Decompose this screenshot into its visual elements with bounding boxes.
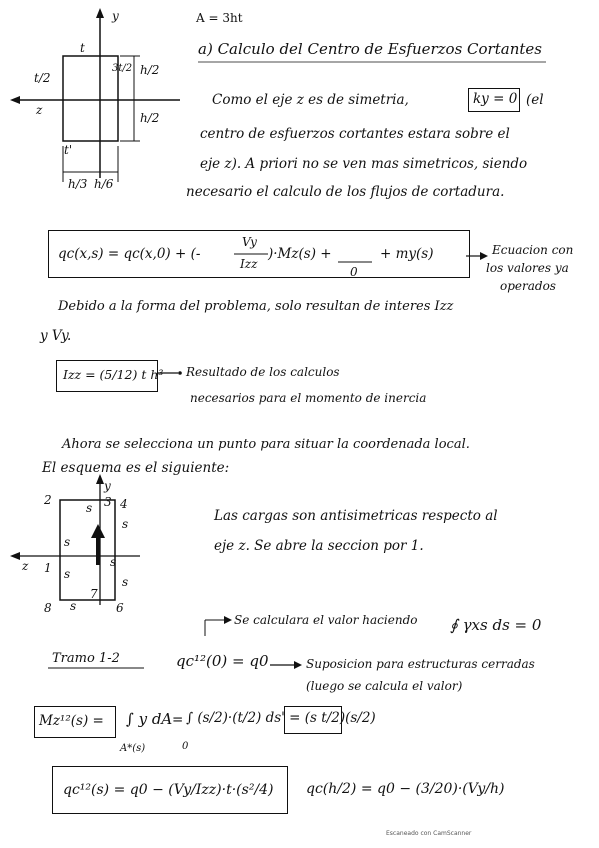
para1-line1b: (el bbox=[526, 92, 544, 108]
fig2-s-label: s bbox=[70, 599, 77, 613]
fig2-s-label: s bbox=[110, 555, 117, 569]
fig1-axis-y: y bbox=[112, 9, 119, 23]
para1-line4: necesario el calculo de los flujos de cortadura. bbox=[186, 184, 505, 200]
eq1-note3: operados bbox=[500, 279, 556, 293]
fig2-point-3: 3 bbox=[104, 495, 112, 509]
fig1-t-bottom: t' bbox=[64, 143, 73, 157]
eq2-note1: Resultado de los calculos bbox=[186, 365, 340, 379]
calc-q0-note1: Suposicion para estructuras cerradas bbox=[306, 657, 535, 671]
para4-line2: eje z. Se abre la seccion por 1. bbox=[214, 538, 424, 554]
fig2-point-6: 6 bbox=[116, 601, 124, 615]
fig2-s-label: s bbox=[122, 517, 129, 531]
eq4-formula: qc¹²(s) = q0 − (Vy/Izz)·t·(s²/4) bbox=[63, 782, 274, 798]
eq2-formula: Izz = (5/12) t h³ bbox=[63, 367, 164, 382]
eq3-int2-lim: 0 bbox=[182, 741, 189, 752]
fig2-axis-z: z bbox=[22, 559, 29, 573]
eq3-result-box bbox=[284, 706, 342, 734]
fig1-h-half-bottom: h/2 bbox=[140, 111, 160, 125]
eq1-note1: Ecuacion con bbox=[492, 243, 574, 257]
eq2-note2: necesarios para el momento de inercia bbox=[190, 391, 427, 405]
area-label: A = 3ht bbox=[196, 11, 243, 25]
eq3-eq: = bbox=[172, 712, 184, 728]
ky-formula: ky = 0 bbox=[473, 91, 518, 107]
para1-line1a: Como el eje z es de simetria, bbox=[212, 92, 409, 108]
para4-line1: Las cargas son antisimetricas respecto al bbox=[214, 508, 498, 524]
eq1-rhs: + my(s) bbox=[380, 246, 434, 262]
ky-box bbox=[468, 88, 520, 112]
fig2-s-label: s bbox=[64, 535, 71, 549]
eq3-int2: ∫ (s/2)·(t/2) ds' = (s t/2)(s/2) bbox=[186, 710, 376, 726]
eq4-result: qc(h/2) = q0 − (3/20)·(Vy/h) bbox=[306, 781, 505, 797]
eq1-mid: )·Mz(s) + bbox=[268, 246, 332, 262]
fig1-width-right: h/6 bbox=[94, 177, 114, 191]
fig2-s-label: s bbox=[122, 575, 129, 589]
eq3-int1-lim: A*(s) bbox=[120, 743, 146, 754]
eq1-lhs: qc(x,s) = qc(x,0) + (- bbox=[58, 246, 201, 262]
para2-line1: Debido a la forma del problema, solo resultan de interes Izz bbox=[58, 299, 454, 314]
fig1-t-top: t bbox=[80, 41, 85, 55]
fig2-point-8: 8 bbox=[44, 601, 52, 615]
calc-q0-note2: (luego se calcula el valor) bbox=[306, 679, 463, 693]
eq4-box bbox=[52, 766, 288, 814]
fig2-point-4: 4 bbox=[120, 497, 128, 511]
fig1-h-half-top: h/2 bbox=[140, 63, 160, 77]
para1-line2: centro de esfuerzos cortantes estara sobre el bbox=[200, 126, 510, 142]
eq3-lhs-box bbox=[34, 706, 116, 738]
para3-line1: Ahora se selecciona un punto para situar la coordenada local. bbox=[62, 437, 470, 452]
calc-note: Se calculara el valor haciendo bbox=[234, 613, 418, 627]
eq1-frac2-den: 0 bbox=[350, 265, 358, 279]
eq3-lhs: Mz¹²(s) = bbox=[39, 713, 104, 729]
fig2-axis-y: y bbox=[104, 479, 111, 493]
para3-line2: El esquema es el siguiente: bbox=[42, 460, 230, 476]
fig2-point-7: 7 bbox=[90, 587, 98, 601]
eq1-frac-den: Izz bbox=[240, 257, 258, 271]
section-title: a) Calculo del Centro de Esfuerzos Cortantes bbox=[198, 40, 542, 58]
fig2-point-1: 1 bbox=[44, 561, 52, 575]
watermark: Escaneado con CamScanner bbox=[386, 830, 472, 837]
fig1-t-left: t/2 bbox=[34, 71, 51, 85]
eq2-box bbox=[56, 360, 164, 392]
eq1-frac-num: Vy bbox=[242, 235, 257, 249]
calc-q0-eq: qc¹²(0) = q0 bbox=[176, 652, 269, 670]
fig2-s-label: s bbox=[64, 567, 71, 581]
eq3-int1: ∫ y dA bbox=[126, 710, 173, 728]
fig2-s-label: s bbox=[86, 501, 93, 515]
para2-line2: y Vy. bbox=[40, 328, 72, 344]
para1-line3: eje z). A priori no se ven mas simetricos, siendo bbox=[200, 156, 528, 172]
calc-integral: ∮ γxs ds = 0 bbox=[450, 616, 542, 634]
fig2-point-2: 2 bbox=[44, 493, 52, 507]
calc-tramo: Tramo 1-2 bbox=[52, 651, 120, 666]
fig1-axis-z: z bbox=[36, 103, 43, 117]
fig1-width-left: h/3 bbox=[68, 177, 88, 191]
eq1-note2: los valores ya bbox=[486, 261, 569, 275]
fig1-t-right: 3t/2 bbox=[112, 63, 133, 74]
